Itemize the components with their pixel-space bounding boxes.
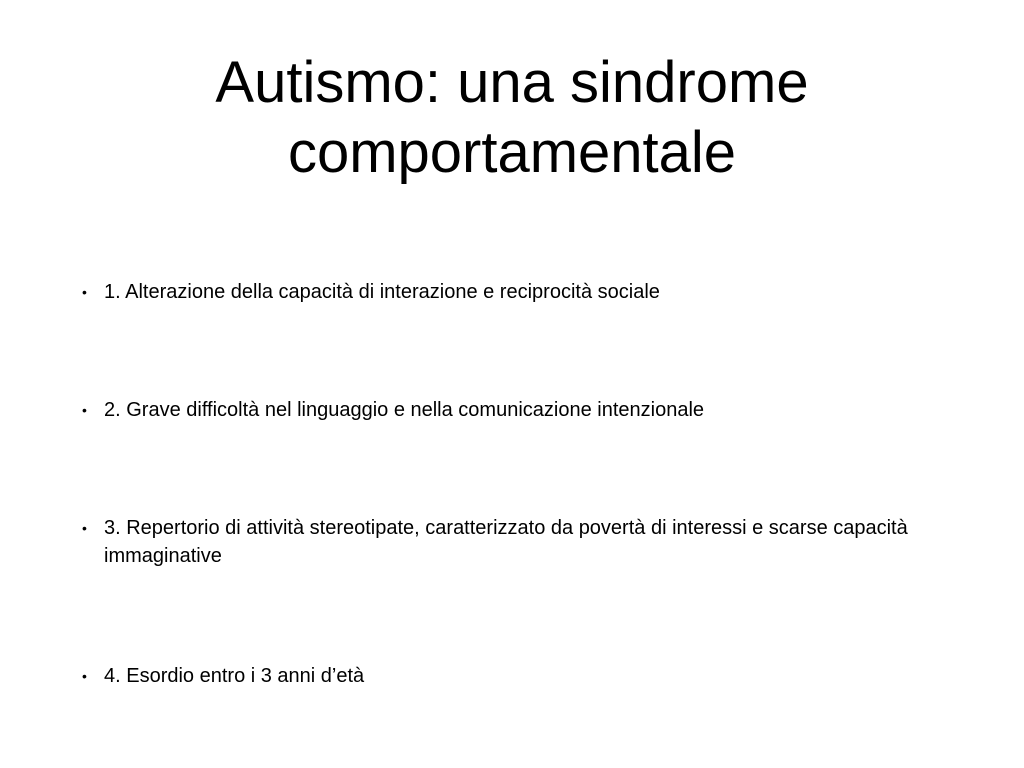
bullet-dot-icon: •	[82, 668, 87, 684]
bullet-item-4	[82, 662, 952, 690]
bullet-item-2	[82, 396, 952, 424]
bullet-text-1: 1. Alterazione della capacità di interazione e reciprocità sociale	[104, 281, 660, 303]
bullet-text-3: 3. Repertorio di attività stereotipate, caratterizzato da povertà di interessi e scarse capacità immaginative	[104, 517, 908, 567]
bullet-dot-icon: •	[82, 402, 87, 418]
bullet-dot-icon: •	[82, 520, 87, 536]
bullet-item-1	[82, 278, 952, 306]
bullet-item-3	[82, 514, 952, 570]
bullet-dot-icon: •	[82, 284, 87, 300]
slide-title-line-1: Autismo: una sindrome	[215, 50, 809, 115]
bullet-text-2: 2. Grave difficoltà nel linguaggio e nella comunicazione intenzionale	[104, 399, 705, 421]
bullet-text-4: 4. Esordio entro i 3 anni d’età	[104, 665, 365, 687]
slide-title-line-2: comportamentale	[287, 120, 737, 185]
